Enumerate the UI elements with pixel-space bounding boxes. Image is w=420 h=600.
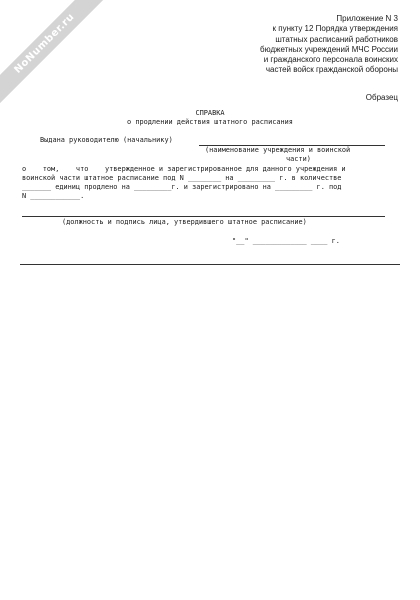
appendix-line: к пункту 12 Порядка утверждения — [272, 24, 398, 34]
appendix-line: и гражданского персонала воинских — [263, 55, 398, 65]
institution-hint: (наименование учреждения и воинской — [205, 146, 351, 154]
signature-hint: (должность и подпись лица, утвердившего штатное расписание) — [62, 218, 307, 226]
appendix-block — [168, 14, 398, 76]
appendix-line: штатных расписаний работников — [275, 34, 398, 44]
document-title: СПРАВКА — [195, 109, 225, 117]
body-line: N ____________. — [22, 192, 85, 200]
institution-hint-cont: части) — [286, 155, 311, 163]
date-line: "__" _____________ ____ г. — [232, 237, 340, 245]
appendix-line: частей войск гражданской обороны — [265, 65, 398, 75]
appendix-line: бюджетных учреждений МЧС России — [260, 44, 398, 54]
bottom-divider — [20, 264, 400, 265]
body-line: _______ единиц продлено на _________г. и зарегистрировано на _________ г. под — [22, 183, 342, 191]
issued-to-label: Выдана руководителю (начальнику) — [40, 136, 173, 144]
body-line: о том, что утвержденное и зарегистрированное для данного учреждения и — [22, 165, 346, 173]
signature-line — [22, 216, 385, 217]
appendix-line: Приложение N 3 — [336, 14, 398, 23]
sample-label: Образец — [365, 93, 398, 102]
body-line: воинской части штатное расписание под N ________ на _________ г. в количестве — [22, 174, 342, 182]
watermark-text: NoNumber.ru — [0, 0, 105, 104]
document-subtitle: о продлении действия штатного расписания — [127, 118, 293, 126]
